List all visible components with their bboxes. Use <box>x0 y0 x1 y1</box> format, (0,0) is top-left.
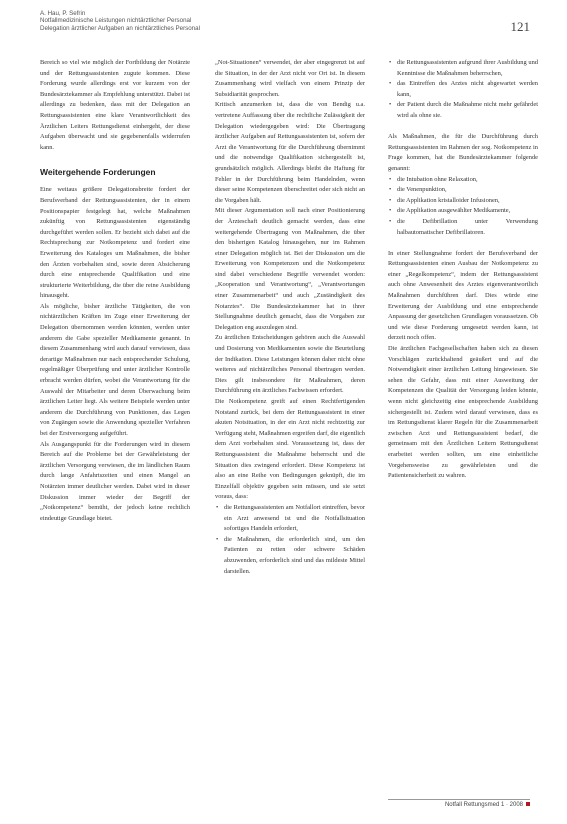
paragraph: Als mögliche, bisher ärztliche Tätigkeiten, die von nichtärztlichen Kräften im Zuge einer Erweiterung der Delegation übernommen werden könnten, werden unter anderem die Gabe spezieller Medikamente genannt. In diesem Zusammenhang wird auch darauf verwiesen, dass derartige Maßnahmen nur nach entsprechender Schulung, regelmäßiger Überprüfung und unter ärztlicher Kontrolle erbracht werden dürfen, wobei die Verantwortung für die Auswahl der Mitarbeiter und deren Überwachung beim ärztlichen Leiter liegt. Als weitere Beispiele werden unter anderem die Durchführung von Punktionen, das Legen von Zugängen sowie die Anwendung spezieller Verfahren bei der Erstversorgung aufgeführt. <box>40 302 190 437</box>
paragraph: Die ärztlichen Fachgesellschaften haben sich zu diesen Vorschlägen zurückhaltend geäußert und auf die Notwendigkeit einer ärztlichen Leitung hingewiesen. Sie sehen die Gefahr, dass mit einer Ausweitung der Kompetenzen die Qualität der Versorgung leiden könnte, wenn nicht gleichzeitig eine entsprechende Ausbildung sichergestellt ist. Zudem wird darauf verwiesen, dass es im Rettungsdienst klarer Regeln für die Zusammenarbeit zwischen Arzt und Rettungsassistent bedarf, die gemeinsam mit den Ärztlichen Leitern Rettungsdienst erarbeitet werden sollten, um eine einheitliche Vorgehensweise zu gewährleisten und die Patientensicherheit zu wahren. <box>388 345 538 480</box>
list-item: • die Applikation ausgewählter Medikamente, <box>388 206 538 217</box>
list-item: • die Applikation kristalloider Infusionen, <box>388 196 538 207</box>
footer-journal: Notfall Rettungsmed 1 · 2008 <box>444 802 523 808</box>
header-subtitle: Delegation ärztlicher Aufgaben an nichtärztliches Personal <box>40 24 200 32</box>
list-item: • die Maßnahmen, die erforderlich sind, um den Patienten zu retten oder schwere Schäden abzuwenden, erforderlich sind und das mildeste Mittel darstellen. <box>215 535 365 577</box>
header-title: Notfallmedizinische Leistungen nichtärztlicher Personal <box>40 17 192 25</box>
list-item: • die Venenpunktion, <box>388 185 538 196</box>
footer-square-icon <box>526 802 530 806</box>
paragraph: In einer Stellungnahme fordert der Berufsverband der Rettungsassistenten einen Ausbau der Notkompetenz zu einer „Regelkompetenz“, indem der Rettungsassistent auch ohne Anwesenheit des Arztes eigenverantwortlich Maßnahmen durchführen darf. Dies würde eine Erweiterung der Ausbildung und eine entsprechende Anpassung der gesetzlichen Grundlagen voraussetzen. Ob und wie diese Forderung umgesetzt werden kann, ist derzeit noch offen. <box>388 249 538 342</box>
paragraph: Als Ausgangspunkt für die Forderungen wird in diesem Bereich auf die Probleme bei der Gewährleistung der ärztlichen Versorgung verwiesen, die im ländlichen Raum durch lange Anfahrtszeiten und einen Mangel an Notärzten immer deutlicher werden. Dabei wird in dieser Diskussion immer wieder der Begriff der „Notkompetenz“ bemüht, der jedoch keine rechtlich eindeutige Grundlage bietet. <box>40 440 190 522</box>
section-heading: Weitergehende Forderungen <box>40 167 156 178</box>
list-item: • der Patient durch die Maßnahme nicht mehr gefährdet wird als ohne sie. <box>388 100 538 121</box>
paragraph: Eine weitaus größere Delegationsbreite fordert der Berufsverband der Rettungsassistenten, der in einem Positionspapier festgelegt hat, welche Maßnahmen zukünftig von Rettungsassistenten eigenständig durchgeführt werden sollen. Er bezieht sich dabei auf die Rechtsprechung zur Notkompetenz und fordert eine Erweiterung des Kataloges um Maßnahmen, die bisher den Ärzten vorbehalten sind, sowie deren Absicherung durch eine entsprechende Qualifikation und eine strukturierte Weiterbildung, die über die reine Ausbildung hinausgeht. <box>40 186 190 300</box>
list-item: • die Rettungsassistenten am Notfallort eintreffen, bevor ein Arzt anwesend ist und die Notfallsituation sofortiges Handeln erfordert, <box>215 503 365 535</box>
list-item: • die Rettungsassistenten aufgrund ihrer Ausbildung und Kenntnisse die Maßnahmen beherrschen, <box>388 58 538 79</box>
paragraph: Mit dieser Argumentation soll nach einer Positionierung der Ärzteschaft deutlich gemacht werden, dass eine weitergehende Übertragung von Maßnahmen, die über den bisherigen Katalog hinausgehen, nur im Rahmen einer Delegation möglich ist. Bei der Diskussion um die Erweiterung von Kompetenzen und die Notkompetenz sind dabei verschiedene Begriffe verwendet worden: „Kooperation und Verantwortung“, „Verantwortungen einer Zusammenarbeit“ und auch „Zuständigkeit des Notarztes“. Die Bundesärztekammer hat in ihrer Stellungnahme deutlich gemacht, dass die Vorgaben zur Delegation eng auszulegen sind. <box>215 207 365 331</box>
paragraph: Bereich so viel wie möglich der Fortbildung der Notärzte und der Rettungsassistenten zugute kommen. Diese Forderung wurde allerdings erst vor kurzem von der Bundesärztekammer als Empfehlung unterstützt. Dabei ist allerdings zu bedenken, dass mit der Delegation an Rettungsassistenten eine klare Verantwortlichkeit des Ärztlichen Leiters Rettungsdienst einhergeht, der diese Aufgaben überwacht und sie gegebenenfalls widerrufen kann. <box>40 59 190 151</box>
bullet-list <box>388 175 538 239</box>
column-right <box>388 58 538 788</box>
running-header <box>40 10 530 36</box>
paragraph: Zu ärztlichen Entscheidungen gehören auch die Auswahl und Dosierung von Medikamenten sowie die Beurteilung der Indikation. Diese Leistungen können daher nicht ohne weiteres auf nichtärztliches Personal übertragen werden. Dies gilt insbesondere für Maßnahmen, deren Durchführung ein ärztliches Fachwissen erfordert. <box>215 334 365 395</box>
column-left <box>40 58 190 788</box>
bullet-list <box>388 58 538 122</box>
header-authors: A. Hau, P. Sefrin <box>40 10 86 17</box>
list-item: • die Defibrillation unter Verwendung halbautomatischer Defibrillatoren. <box>388 217 538 238</box>
page-footer <box>388 799 530 808</box>
list-item: • das Eintreffen des Arztes nicht abgewartet werden kann, <box>388 79 538 100</box>
page-number: 121 <box>510 19 530 34</box>
paragraph: „Not-Situationen“ verwendet, der aber eingegrenzt ist auf die Situation, in der der Arzt nicht vor Ort ist. In diesem Zusammenhang wird vielfach von einem Prinzip der Subsidiarität gesprochen. <box>215 59 365 98</box>
paragraph: Als Maßnahmen, die für die Durchführung durch Rettungsassistenten im Rahmen der sog. Notkompetenz in Frage kommen, hat die Bundesärztekammer folgende genannt: <box>388 133 538 172</box>
column-middle <box>215 58 365 788</box>
paragraph: Die Notkompetenz greift auf einen Rechtfertigenden Notstand zurück, bei dem der Rettungsassistent in einer akuten Notsituation, in der ein Arzt nicht rechtzeitig zur Verfügung steht, Maßnahmen ergreifen darf, die eigentlich dem Arzt vorbehalten sind. Voraussetzung ist, dass der Rettungsassistent die Maßnahme beherrscht und die Situation dies zwingend erfordert. Diese Kompetenz ist also an eine Reihe von Bedingungen geknüpft, die im Einzelfall objektiv gegeben sein müssen, und sie setzt voraus, dass: <box>215 398 365 501</box>
list-item: • die Intubation ohne Relaxation, <box>388 175 538 186</box>
paragraph: Kritisch anzumerken ist, dass die von Bendig u.a. vertretene Auffassung über die rechtliche Zulässigkeit der Delegation wiedergegeben wird: Die Übertragung ärztlicher Aufgaben auf Rettungsassistenten ist, sofern der Arzt die Verantwortung für die Durchführung übernimmt und die notwendige Qualifikation sichergestellt ist, grundsätzlich möglich. Allerdings bleibt die Haftung für Fehler in der Durchführung beim Handelnden, wenn dieser seine Kompetenzen überschreitet oder sich nicht an die Vorgaben hält. <box>215 101 365 204</box>
bullet-list <box>215 503 365 577</box>
